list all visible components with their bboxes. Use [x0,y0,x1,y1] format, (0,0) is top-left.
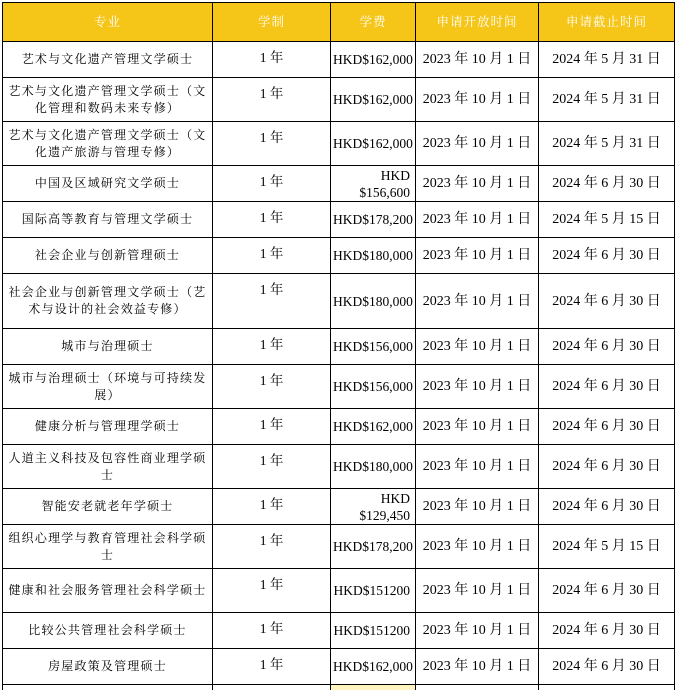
deadline-cell: 2024 年 6 月 30 日 [539,569,675,613]
program-cell: 艺术与文化遗产管理文学硕士 [3,42,213,78]
duration-cell: 1 年 [213,274,331,329]
header-program: 专业 [3,3,213,42]
table-row [3,409,675,445]
program-cell: 健康和社会服务管理社会科学硕士 [3,569,213,613]
fee-cell: HKD$180,000 [331,238,416,274]
fee-cell: HKD$162,000 [331,409,416,445]
duration-cell: 1 年 [213,409,331,445]
table-row [3,42,675,78]
duration-cell: 1 年 [213,525,331,569]
open-date-cell: 2023 年 10 月 1 日 [416,445,539,489]
duration-cell: 1 年 [213,365,331,409]
open-date-cell: 2023 年 10 月 1 日 [416,238,539,274]
table-row [3,78,675,122]
open-date-cell: 2023 年 10 月 1 日 [416,409,539,445]
deadline-cell: 2024 年 6 月 30 日 [539,365,675,409]
header-open-date: 申请开放时间 [416,3,539,42]
open-date-cell: 2023 年 10 月 1 日 [416,365,539,409]
program-table [2,2,675,690]
table-row [3,569,675,613]
program-cell: 国际高等教育与管理文学硕士 [3,202,213,238]
fee-cell: HKD$162,000 [331,78,416,122]
duration-cell: 1 年 [213,329,331,365]
duration-cell: 1 年 [213,649,331,685]
duration-cell: 1 年 [213,613,331,649]
program-cell: 城市与治理硕士 [3,329,213,365]
open-date-cell: 2023 年 10 月 1 日 [416,613,539,649]
deadline-cell: 2024 年 6 月 30 日 [539,166,675,202]
deadline-cell: 2024 年 6 月 30 日 [539,649,675,685]
open-date-cell: 2023 年 10 月 1 日 [416,525,539,569]
deadline-cell: 2024 年 6 月 30 日 [539,329,675,365]
program-cell: 社会企业与创新管理硕士 [3,238,213,274]
fee-cell: HKD $129,450 [331,489,416,525]
program-cell: 社会企业与创新管理文学硕士（艺术与设计的社会效益专修） [3,274,213,329]
fee-cell: HKD$151200 [331,569,416,613]
table-row [3,525,675,569]
program-cell: 房屋政策及管理硕士 [3,649,213,685]
deadline-cell: 2024 年 6 月 30 日 [539,238,675,274]
deadline-cell: 2024 年 5 月 31 日 [539,78,675,122]
deadline-cell: 2024 年 5 月 15 日 [539,202,675,238]
fee-cell: HKD$178,200 [331,525,416,569]
deadline-cell: 2024 年 6 月 30 日 [539,489,675,525]
open-date-cell: 2023 年 10 月 1 日 [416,166,539,202]
fee-cell: HKD$180,000 [331,445,416,489]
program-cell: 艺术与文化遗产管理文学硕士（文化管理和数码未来专修） [3,78,213,122]
table-row [3,489,675,525]
table-tail [3,685,675,690]
deadline-cell: 2024 年 6 月 30 日 [539,445,675,489]
duration-cell: 1 年 [213,489,331,525]
open-date-cell: 2023 年 10 月 1 日 [416,42,539,78]
table-row [3,122,675,166]
open-date-cell: 2023 年 10 月 1 日 [416,649,539,685]
duration-cell: 1 年 [213,78,331,122]
header-deadline: 申请截止时间 [539,3,675,42]
program-cell: 智能安老就老年学硕士 [3,489,213,525]
fee-cell: HKD$151200 [331,613,416,649]
duration-cell: 1 年 [213,238,331,274]
table-row [3,649,675,685]
deadline-cell: 2024 年 6 月 30 日 [539,613,675,649]
fee-cell: HKD$162,000 [331,42,416,78]
table-row [3,445,675,489]
duration-cell: 1 年 [213,166,331,202]
open-date-cell: 2023 年 10 月 1 日 [416,78,539,122]
deadline-cell: 2024 年 5 月 31 日 [539,122,675,166]
fee-cell: HKD$178,200 [331,202,416,238]
fee-cell: HKD$162,000 [331,122,416,166]
fee-cell: HKD$156,000 [331,365,416,409]
program-cell: 人道主义科技及包容性商业理学硕士 [3,445,213,489]
program-cell: 比较公共管理社会科学硕士 [3,613,213,649]
deadline-cell: 2024 年 6 月 30 日 [539,409,675,445]
open-date-cell: 2023 年 10 月 1 日 [416,489,539,525]
header-duration: 学制 [213,3,331,42]
open-date-cell: 2023 年 10 月 1 日 [416,569,539,613]
fee-cell: HKD$156,000 [331,329,416,365]
deadline-cell: 2024 年 5 月 15 日 [539,525,675,569]
fee-cell: HKD $156,600 [331,166,416,202]
table-row [3,365,675,409]
duration-cell: 1 年 [213,569,331,613]
table-row [3,274,675,329]
open-date-cell: 2023 年 10 月 1 日 [416,329,539,365]
program-cell: 组织心理学与教育管理社会科学硕士 [3,525,213,569]
table-row [3,329,675,365]
header-row [3,3,675,42]
duration-cell: 1 年 [213,202,331,238]
header-fee: 学费 [331,3,416,42]
open-date-cell: 2023 年 10 月 1 日 [416,122,539,166]
open-date-cell: 2023 年 10 月 1 日 [416,274,539,329]
program-cell: 中国及区域研究文学硕士 [3,166,213,202]
open-date-cell: 2023 年 10 月 1 日 [416,202,539,238]
duration-cell: 1 年 [213,42,331,78]
deadline-cell: 2024 年 5 月 31 日 [539,42,675,78]
fee-cell: HKD$180,000 [331,274,416,329]
deadline-cell: 2024 年 6 月 30 日 [539,274,675,329]
table-body [3,42,675,690]
table-row [3,613,675,649]
table-row [3,202,675,238]
table-row [3,238,675,274]
fee-cell: HKD$162,000 [331,649,416,685]
program-cell: 城市与治理硕士（环境与可持续发展） [3,365,213,409]
duration-cell: 1 年 [213,445,331,489]
program-cell: 健康分析与管理理学硕士 [3,409,213,445]
program-cell: 艺术与文化遗产管理文学硕士（文化遗产旅游与管理专修） [3,122,213,166]
table-row [3,166,675,202]
duration-cell: 1 年 [213,122,331,166]
